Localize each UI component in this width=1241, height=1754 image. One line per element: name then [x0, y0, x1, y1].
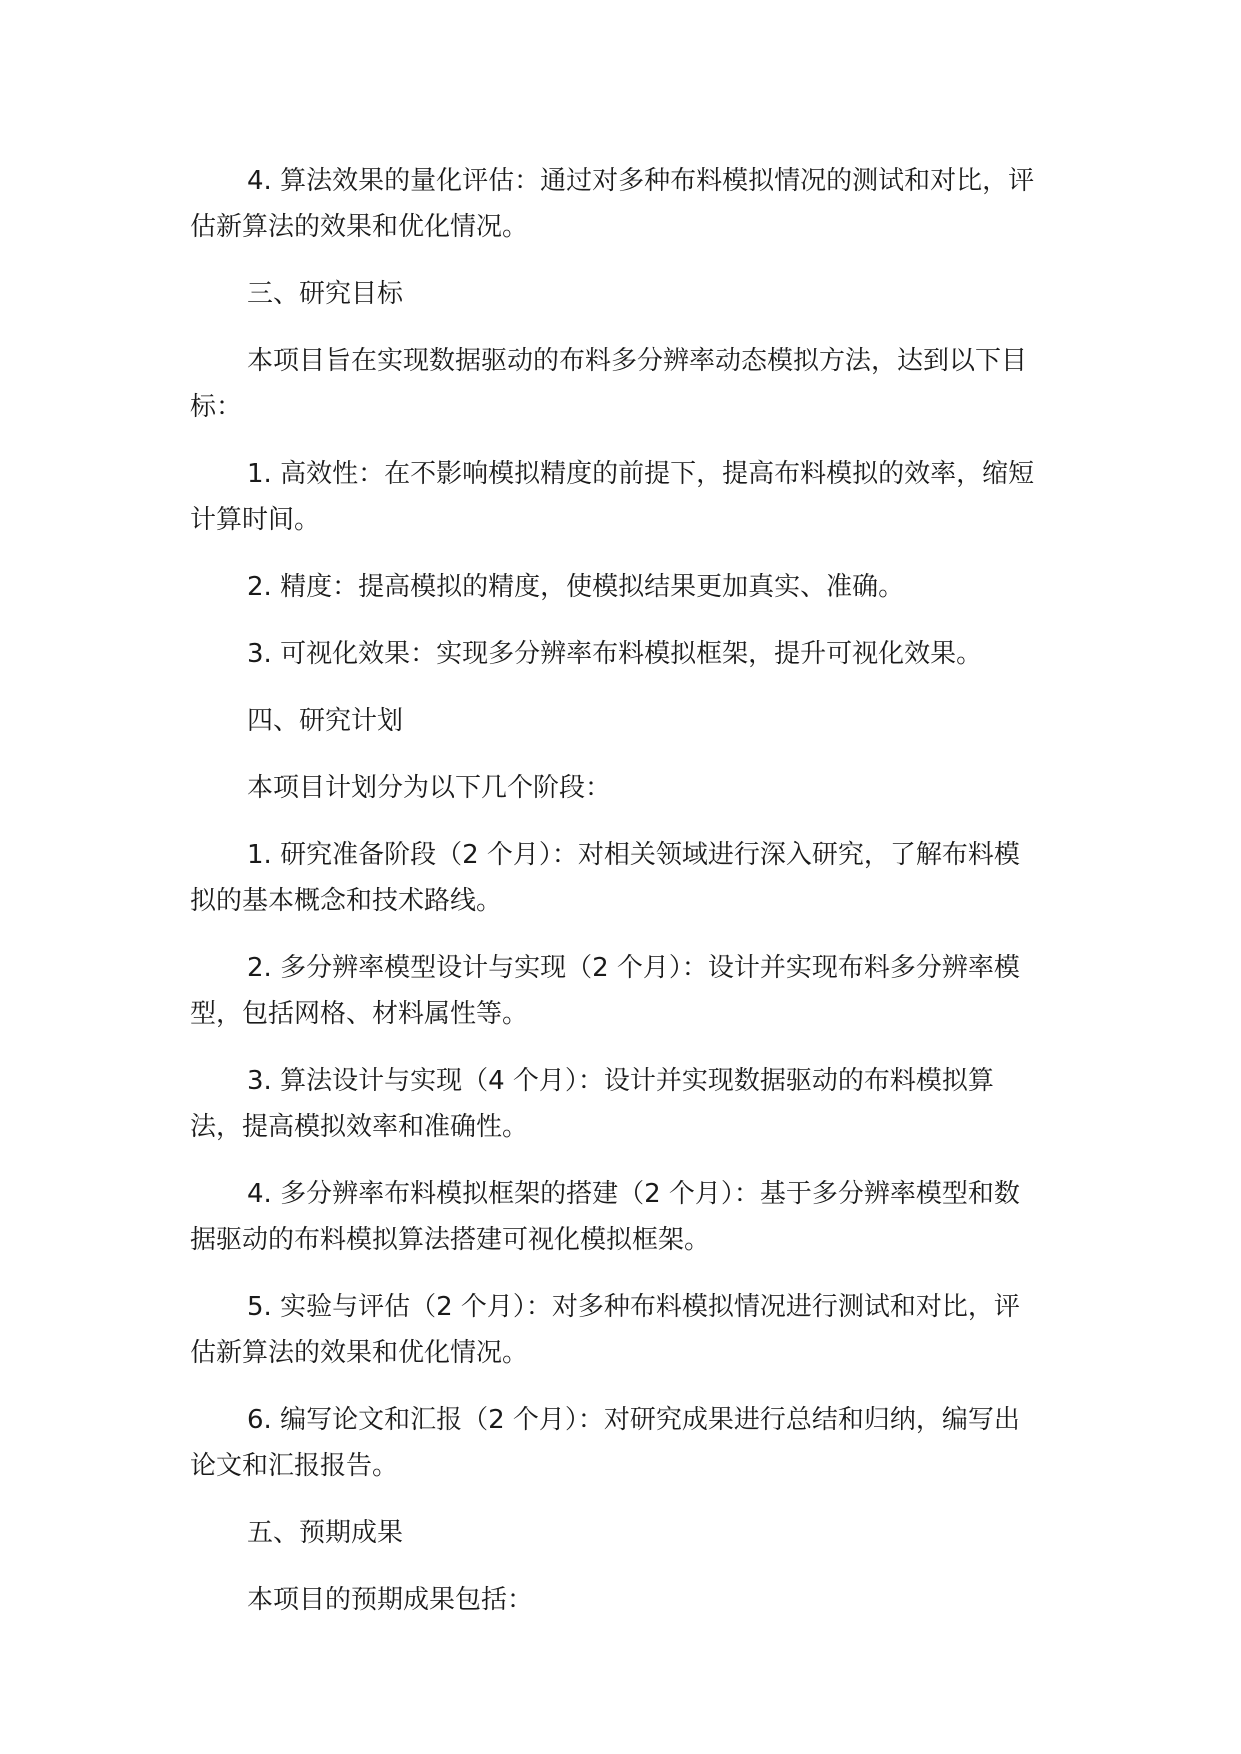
paragraph-plan-stage-2: 2. 多分辨率模型设计与实现（2 个月）：设计并实现布料多分辨率模型，包括网格、材料属性等。: [190, 953, 1020, 1029]
section-heading-research-plan: 四、研究计划: [247, 706, 404, 736]
paragraph-algorithm-evaluation: 4. 算法效果的量化评估：通过对多种布料模拟情况的测试和对比，评估新算法的效果和优化情况。: [190, 166, 1035, 242]
paragraph-plan-stage-4: 4. 多分辨率布料模拟框架的搭建（2 个月）：基于多分辨率模型和数据驱动的布料模拟算法搭建可视化模拟框架。: [190, 1179, 1020, 1255]
paragraph-plan-stage-6: 6. 编写论文和汇报（2 个月）：对研究成果进行总结和归纳，编写出论文和汇报报告。: [190, 1405, 1020, 1481]
paragraph-goal-precision: 2. 精度：提高模拟的精度，使模拟结果更加真实、准确。: [247, 572, 905, 602]
paragraph-goal-visualization: 3. 可视化效果：实现多分辨率布料模拟框架，提升可视化效果。: [247, 639, 983, 669]
paragraph-goals-intro: 本项目旨在实现数据驱动的布料多分辨率动态模拟方法，达到以下目标：: [190, 346, 1028, 422]
section-heading-expected-results: 五、预期成果: [247, 1518, 404, 1548]
section-heading-research-goals: 三、研究目标: [247, 279, 404, 309]
paragraph-expected-results-intro: 本项目的预期成果包括：: [247, 1585, 534, 1615]
paragraph-goal-efficiency: 1. 高效性：在不影响模拟精度的前提下，提高布料模拟的效率，缩短计算时间。: [190, 459, 1035, 535]
paragraph-plan-stage-1: 1. 研究准备阶段（2 个月）：对相关领域进行深入研究，了解布料模拟的基本概念和技术路线。: [190, 840, 1020, 916]
paragraph-plan-stage-5: 5. 实验与评估（2 个月）：对多种布料模拟情况进行测试和对比，评估新算法的效果和优化情况。: [190, 1292, 1020, 1368]
document-body: [190, 158, 1042, 1644]
paragraph-plan-stage-3: 3. 算法设计与实现（4 个月）：设计并实现数据驱动的布料模拟算法，提高模拟效率和准确性。: [190, 1066, 994, 1142]
paragraph-plan-intro: 本项目计划分为以下几个阶段：: [247, 773, 612, 803]
